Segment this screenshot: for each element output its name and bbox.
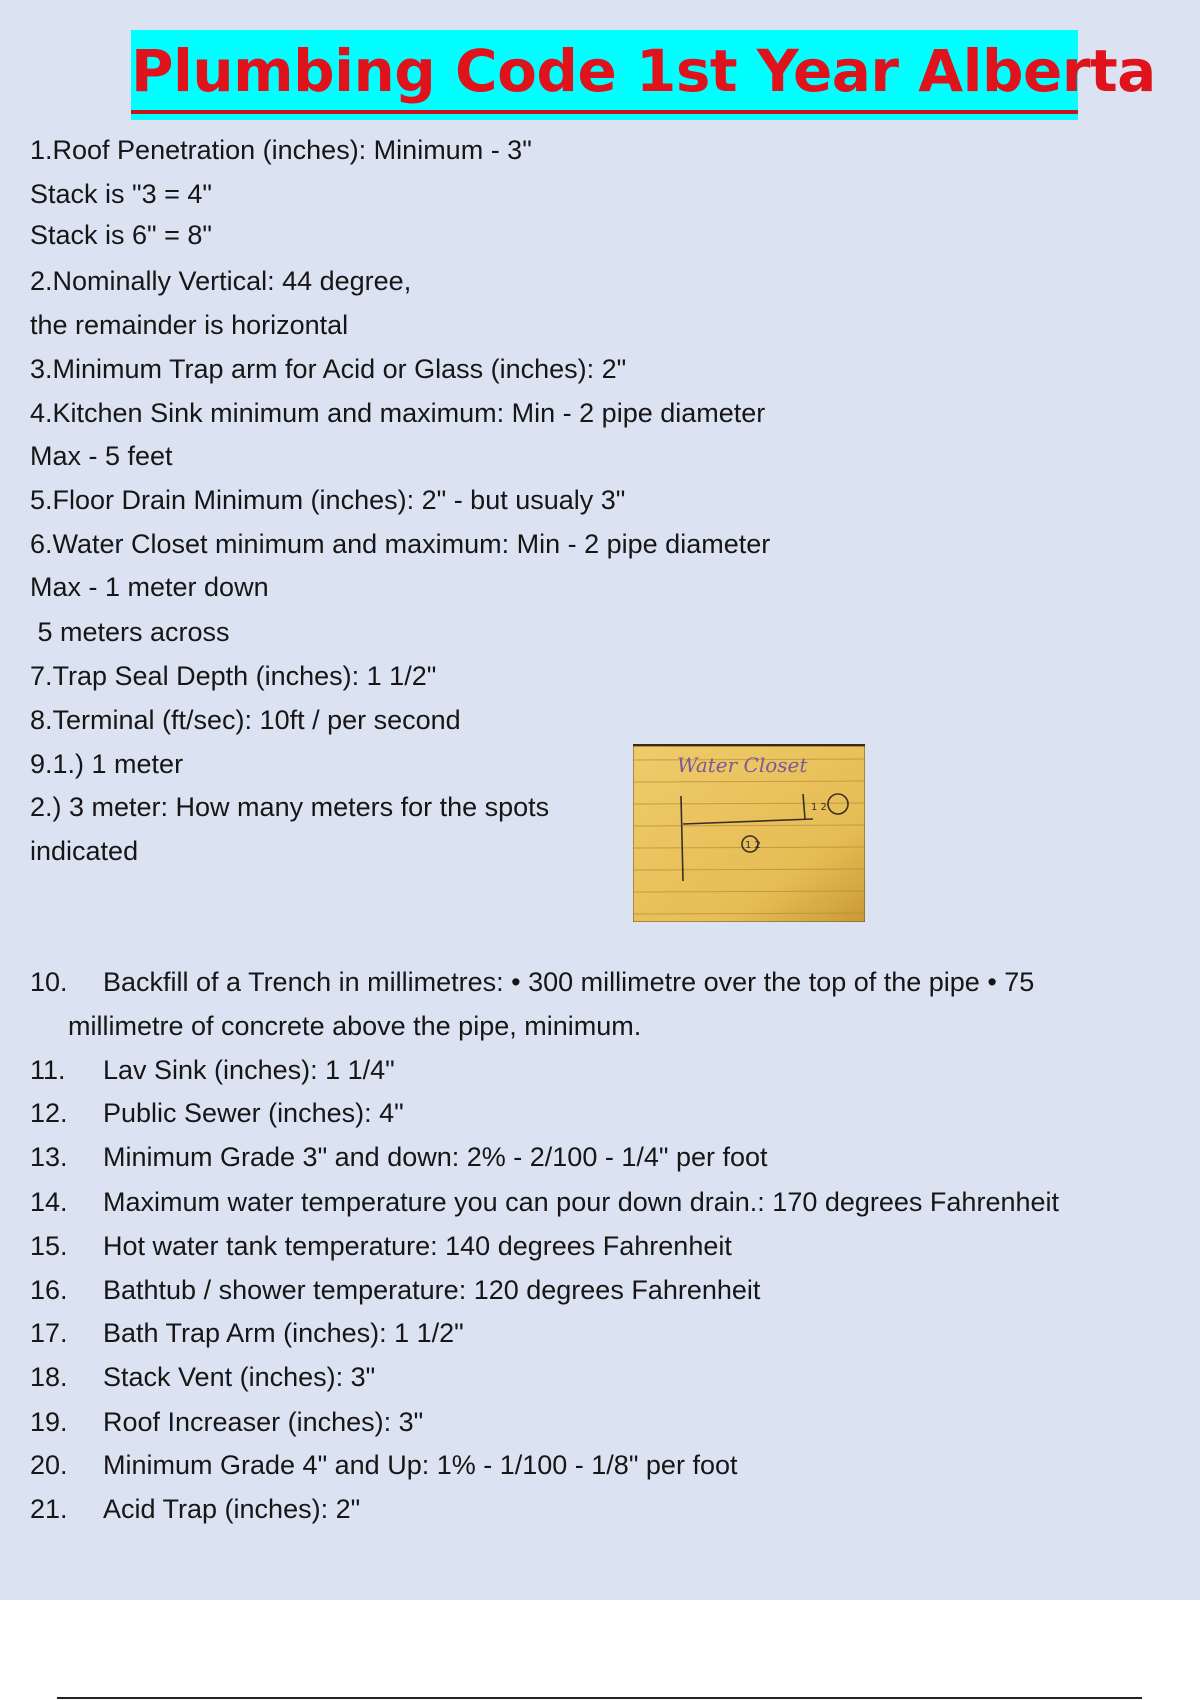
list-item-text: Stack Vent (inches): 3" (103, 1362, 376, 1392)
list-item-text: Minimum Grade 3" and down: 2% - 2/100 - 1/4" per foot (103, 1142, 768, 1172)
list-item-text: Public Sewer (inches): 4" (103, 1098, 404, 1128)
list-item (30, 1311, 1180, 1355)
list-item (30, 1487, 1180, 1531)
list-item (30, 1180, 1180, 1224)
list-item (30, 1268, 1180, 1312)
list-item-text: Bath Trap Arm (inches): 1 1/2" (103, 1318, 464, 1348)
list-item-number: 21. (30, 1494, 68, 1524)
text-line: 5.Floor Drain Minimum (inches): 2" - but usualy 3" (30, 485, 626, 515)
page-title: Plumbing Code 1st Year Alberta (131, 37, 1156, 105)
list-item-text: Lav Sink (inches): 1 1/4" (103, 1055, 395, 1085)
text-line: Stack is 6" = 8" (30, 220, 212, 250)
text-line: 1.Roof Penetration (inches): Minimum - 3" (30, 135, 532, 165)
list-item-number: 12. (30, 1098, 68, 1128)
sticky-note-drawing (633, 746, 865, 922)
title-underline (131, 110, 1078, 114)
text-line: 3.Minimum Trap arm for Acid or Glass (inches): 2" (30, 354, 627, 384)
text-line: indicated (30, 836, 139, 866)
list-item-text: Minimum Grade 4" and Up: 1% - 1/100 - 1/8" per foot (103, 1450, 738, 1480)
list-item-text: Roof Increaser (inches): 3" (103, 1407, 424, 1437)
list-item (30, 1135, 1180, 1179)
text-line: 2.) 3 meter: How many meters for the spots (30, 792, 550, 822)
list-item-continuation: millimetre of concrete above the pipe, minimum. (68, 1011, 642, 1041)
title-highlight (131, 30, 1156, 120)
list-item-text: Bathtub / shower temperature: 120 degrees Fahrenheit (103, 1275, 761, 1305)
list-item-number: 17. (30, 1318, 68, 1348)
list-item (30, 1443, 1180, 1487)
list-item (30, 1224, 1180, 1268)
list-item-number: 19. (30, 1407, 68, 1437)
list-item-text: Hot water tank temperature: 140 degrees Fahrenheit (103, 1231, 732, 1261)
text-line: Stack is "3 = 4" (30, 179, 212, 209)
text-line: 8.Terminal (ft/sec): 10ft / per second (30, 705, 461, 735)
list-item (30, 1400, 1180, 1444)
text-line: 5 meters across (30, 617, 230, 647)
list-item-number: 14. (30, 1187, 68, 1217)
text-line: the remainder is horizontal (30, 310, 349, 340)
list-item-number: 11. (30, 1055, 66, 1085)
list-item-number: 10. (30, 967, 68, 997)
list-item (30, 1048, 1180, 1092)
list-item-number: 18. (30, 1362, 68, 1392)
list-item (30, 1091, 1180, 1135)
text-line: Max - 1 meter down (30, 572, 269, 602)
list-item-number: 20. (30, 1450, 68, 1480)
list-item-text: Maximum water temperature you can pour down drain.: 170 degrees Fahrenheit (103, 1187, 1060, 1217)
sticky-note-heading: Water Closet (677, 753, 808, 777)
sticky-note-mark: 1 2 (745, 840, 761, 851)
text-line: 7.Trap Seal Depth (inches): 1 1/2" (30, 661, 437, 691)
list-item-number: 16. (30, 1275, 68, 1305)
text-line: 2.Nominally Vertical: 44 degree, (30, 266, 412, 296)
sticky-note-mark: 1 2 (811, 802, 827, 813)
text-line: 9.1.) 1 meter (30, 749, 184, 779)
list-item-text: Backfill of a Trench in millimetres: • 300 millimetre over the top of the pipe • 75 (103, 967, 1035, 997)
text-line: Max - 5 feet (30, 441, 173, 471)
list-item (30, 960, 1180, 1004)
text-line: 4.Kitchen Sink minimum and maximum: Min - 2 pipe diameter (30, 398, 766, 428)
water-closet-sticky-note-photo (633, 744, 865, 922)
text-line: 6.Water Closet minimum and maximum: Min - 2 pipe diameter (30, 529, 771, 559)
list-item-number: 15. (30, 1231, 68, 1261)
list-item-number: 13. (30, 1142, 68, 1172)
list-item (30, 1355, 1180, 1399)
list-item-text: Acid Trap (inches): 2" (103, 1494, 361, 1524)
footer-divider (57, 1697, 1142, 1699)
